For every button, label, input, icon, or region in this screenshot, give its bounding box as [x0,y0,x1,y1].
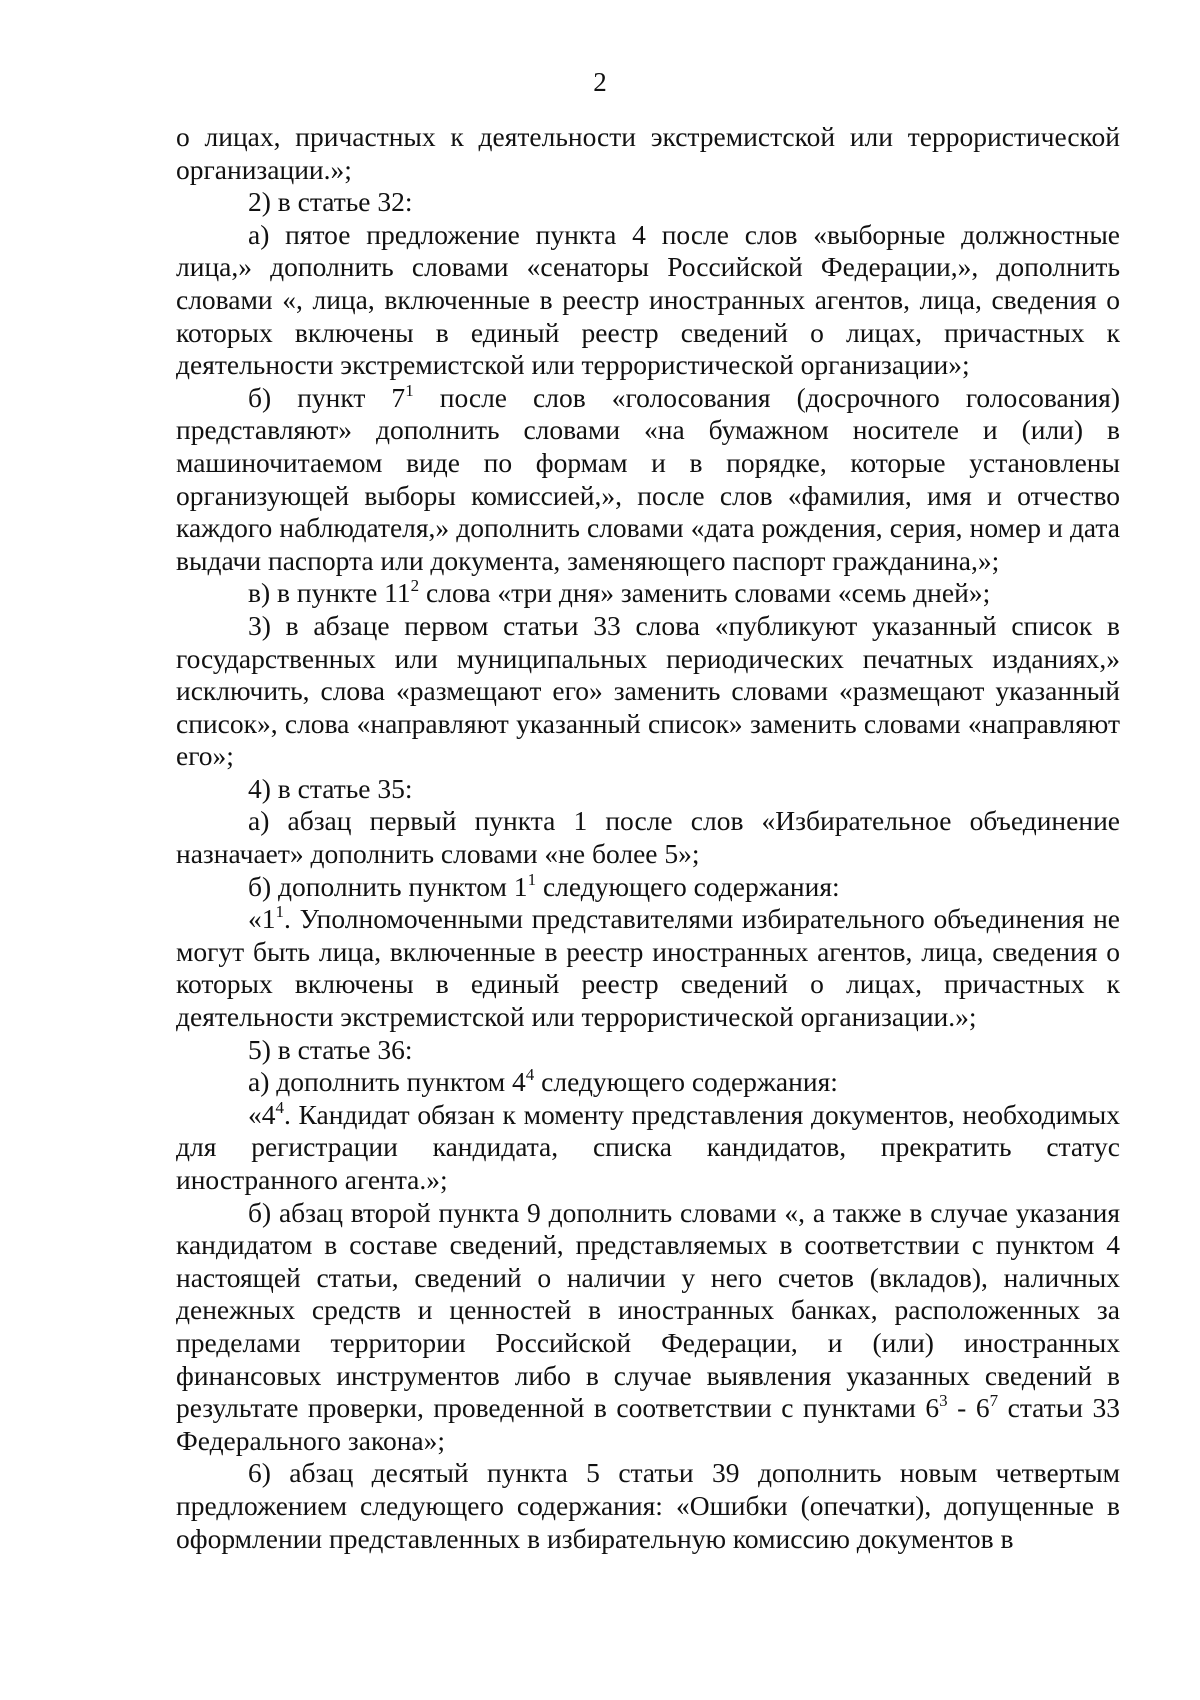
text-segment: . Кандидат обязан к моменту представления документов, необходимых для регистрации кандидата, списка кандидатов, прекратить статус иностранного агента.»; [176,1098,1120,1195]
text-segment: . Уполномоченными представителями избирательного объединения не могут быть лица, включенные в реестр иностранных агентов, лица, сведения о которых включены в единый реестр сведений о лицах, причастных к деятельности экстремистской или террористической организации.»; [176,903,1120,1033]
text-segment: слова «три дня» заменить словами «семь дней»; [419,577,991,609]
text-segment: б) абзац второй пункта 9 дополнить словами «, а также в случае указания кандидатом в составе сведений, представляемых в соответствии с пунктом 4 настоящей статьи, сведений о наличии у него счетов (вкладов), наличных денежных средств и ценностей в иностранных банках, расположенных за пределами территории Российской Федерации, и (или) иностранных финансовых инструментов либо в случае выявления указанных сведений в результате проверки, проведенной в соответствии с пунктами 6 [176,1196,1120,1424]
paragraph: о лицах, причастных к деятельности экстремистской или террористической организации.»; [176,121,1120,185]
superscript-index: 7 [989,1391,999,1411]
paragraph [176,577,1120,610]
paragraph: 4) в статье 35: [248,772,413,804]
paragraph: 2) в статье 32: [248,186,413,218]
text-segment: статьи 33 Федерального закона»; [176,1392,1120,1456]
paragraph [176,871,1120,904]
page-number: 2 [593,67,607,97]
text-segment: - 6 [947,1392,990,1424]
paragraph [176,1066,1120,1099]
superscript-index: 1 [527,869,537,889]
paragraph: а) абзац первый пункта 1 после слов «Избирательное объединение назначает» дополнить словами «не более 5»; [176,805,1120,870]
superscript-index: 1 [275,902,284,922]
superscript-index: 4 [275,1097,284,1117]
document-body [176,121,1120,1555]
paragraph [176,903,1120,1033]
paragraph [176,1197,1120,1458]
text-segment: «1 [248,903,276,935]
superscript-index: 3 [939,1391,948,1411]
text-segment: б) дополнить пунктом 1 [248,870,528,902]
paragraph [176,1099,1120,1197]
superscript-index: 4 [525,1065,535,1085]
text-segment: в) в пункте 11 [248,577,411,609]
paragraph [176,382,1120,578]
paragraph: 6) абзац десятый пункта 5 статьи 39 дополнить новым четвертым предложением следующего содержания: «Ошибки (опечатки), допущенные в оформлении представленных в избирательную комиссию документов в [176,1457,1120,1554]
text-segment: «4 [248,1098,276,1130]
text-segment: б) пункт 7 [248,381,406,413]
text-segment: а) дополнить пунктом 4 [248,1066,526,1098]
text-segment: после слов «голосования (досрочного голосования) представляют» дополнить словами «на бумажном носителе и (или) в машиночитаемом виде по формам и в порядке, которые установлены организующей выборы комиссией,», после слов «фамилия, имя и отчество каждого наблюдателя,» дополнить словами «дата рождения, серия, номер и дата выдачи паспорта или документа, заменяющего паспорт гражданина,»; [176,381,1120,576]
text-segment: следующего содержания: [534,1066,838,1098]
paragraph: а) пятое предложение пункта 4 после слов «выборные должностные лица,» дополнить словами «сенаторы Российской Федерации,», дополнить словами «, лица, включенные в реестр иностранных агентов, лица, сведения о которых включены в единый реестр сведений о лицах, причастных к деятельности экстремистской или террористической организации»; [176,218,1120,381]
superscript-index: 2 [410,576,420,596]
text-segment: следующего содержания: [536,870,840,902]
superscript-index: 1 [405,380,414,400]
paragraph: 3) в абзаце первом статьи 33 слова «публикуют указанный список в государственных или муниципальных периодических печатных изданиях,» исключить, слова «размещают его» заменить словами «размещают указанный список», слова «направляют указанный список» заменить словами «направляют его»; [176,609,1120,772]
paragraph: 5) в статье 36: [248,1033,413,1065]
